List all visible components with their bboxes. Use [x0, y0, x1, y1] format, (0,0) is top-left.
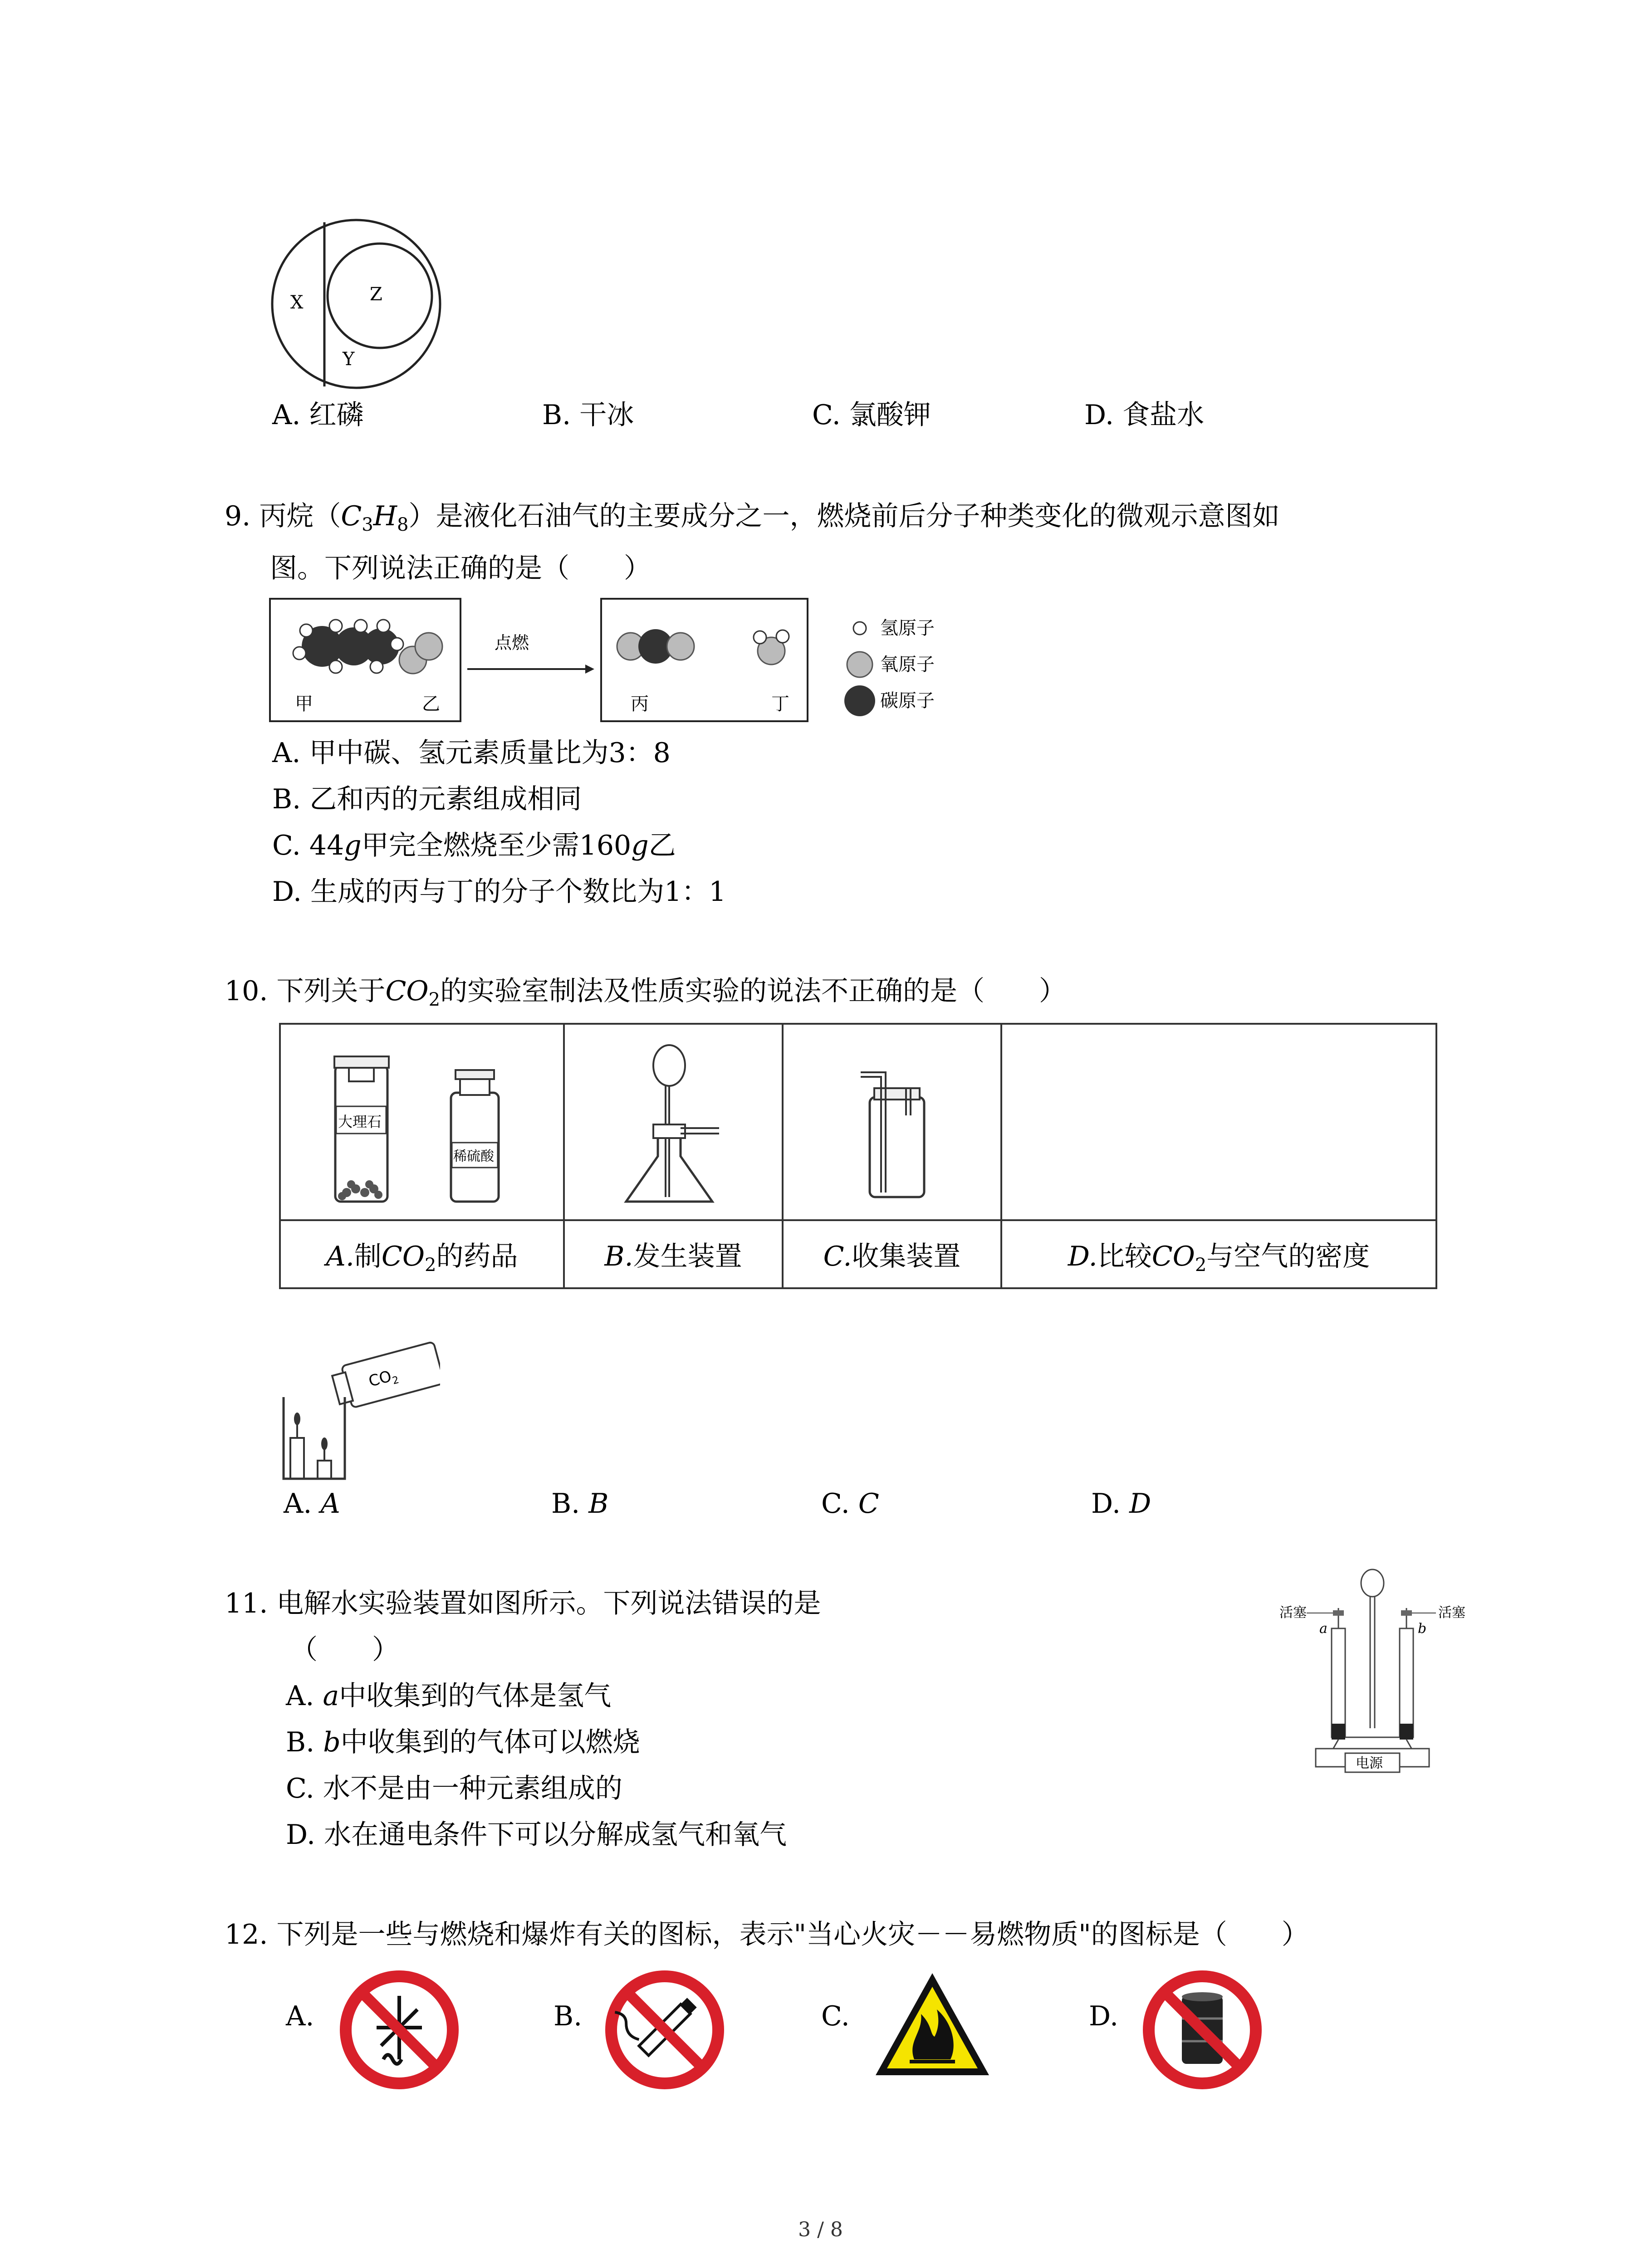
q12-option-b[interactable]: B. [554, 2000, 583, 2032]
q10-table [279, 1023, 1437, 1289]
no-smoking-icon[interactable] [603, 1969, 726, 2091]
q8-option-b[interactable]: B. 干冰 [542, 399, 634, 431]
valve-left-label: 活塞 [1279, 1605, 1307, 1621]
candle-beaker-figure [277, 1334, 440, 1488]
q12-option-c[interactable]: C. [821, 2000, 850, 2032]
collection-apparatus-figure [784, 1025, 1000, 1217]
label-sulfuric: 稀硫酸 [453, 1149, 494, 1164]
q8-option-c[interactable]: C. 氯酸钾 [812, 399, 931, 431]
no-fireworks-icon[interactable] [338, 1969, 460, 2091]
legend-c: 碳原子 [880, 690, 935, 711]
cell-drugs [280, 1024, 564, 1220]
caption-a: A.制$CO_2$的药品 [280, 1220, 564, 1288]
set-relation-diagram [265, 218, 447, 390]
cell-collector [783, 1024, 1001, 1220]
q12-stem: 12. 下列是一些与燃烧和爆炸有关的图标，表示"当心火灾－－易燃物质"的图标是（ ） [225, 1919, 1309, 1950]
label-bing: 丙 [631, 694, 649, 714]
q11-option-c[interactable]: C. 水不是由一种元素组成的 [286, 1773, 622, 1804]
caption-c: C.收集装置 [783, 1220, 1001, 1288]
q9-option-a[interactable]: A. 甲中碳、氢元素质量比为3：8 [272, 737, 671, 769]
q11-option-d[interactable]: D. 水在通电条件下可以分解成氢气和氧气 [286, 1819, 787, 1851]
label-marble: 大理石 [338, 1113, 382, 1130]
label-jia: 甲 [295, 694, 313, 714]
tube-a-label: a [1319, 1621, 1327, 1637]
q10-option-d[interactable]: D. D [1091, 1488, 1151, 1520]
q12-option-a[interactable]: A. [286, 2000, 314, 2032]
q11-option-b[interactable]: B. b中收集到的气体可以燃烧 [286, 1726, 640, 1758]
label-ding: 丁 [771, 694, 789, 714]
valve-right-label: 活塞 [1438, 1605, 1465, 1621]
q10-option-b[interactable]: B. B [551, 1488, 609, 1520]
q11-stem: 11. 电解水实验装置如图所示。下列说法错误的是 [225, 1588, 821, 1619]
no-fuel-barrel-icon[interactable] [1141, 1969, 1264, 2091]
co2-bottle-label: $CO_2$ [367, 1367, 401, 1391]
q10-stem: 10. 下列关于$CO_2$的实验室制法及性质实验的说法不正确的是（ ） [225, 975, 1067, 1010]
q9-option-c[interactable]: C. 44g甲完全燃烧至少需160g乙 [272, 830, 676, 861]
q10-option-a[interactable]: A. A [284, 1488, 340, 1520]
reagent-bottles-figure [281, 1025, 563, 1217]
cell-generator [564, 1024, 783, 1220]
legend-o: 氧原子 [880, 654, 935, 675]
q10-option-c[interactable]: C. C [821, 1488, 879, 1520]
q11-stem-line2: （ ） [290, 1634, 399, 1666]
q9-stem-line2: 图。下列说法正确的是（ ） [270, 552, 651, 584]
legend-h: 氢原子 [880, 618, 935, 639]
electrolysis-apparatus-figure [1279, 1565, 1470, 1778]
caption-d: D.比较$CO_2$与空气的密度 [1001, 1220, 1436, 1288]
generator-apparatus-figure [565, 1025, 782, 1217]
cell-density-empty [1001, 1024, 1436, 1220]
q9-option-d[interactable]: D. 生成的丙与丁的分子个数比为1：1 [272, 876, 726, 908]
label-x: X [290, 292, 304, 313]
caption-b: B.发生装置 [564, 1220, 783, 1288]
q12-option-d[interactable]: D. [1089, 2000, 1119, 2032]
q9-stem: 9. 丙烷$(C_3H_8)$是液化石油气的主要成分之一，燃烧前后分子种类变化的微观示意图如 [225, 500, 1280, 535]
arrow-label: 点燃 [495, 633, 529, 653]
power-label: 电源 [1356, 1755, 1383, 1771]
combustion-micro-diagram [268, 596, 994, 733]
label-y: Y [343, 349, 355, 370]
q8-option-d[interactable]: D. 食盐水 [1084, 399, 1205, 431]
label-yi: 乙 [422, 694, 440, 714]
q11-option-a[interactable]: A. a中收集到的气体是氢气 [286, 1680, 612, 1712]
tube-b-label: b [1418, 1621, 1427, 1637]
page-number: 3 / 8 [798, 2218, 843, 2241]
q8-option-a[interactable]: A. 红磷 [272, 399, 364, 431]
flammable-warning-icon[interactable] [871, 1969, 994, 2082]
q9-option-b[interactable]: B. 乙和丙的元素组成相同 [272, 783, 582, 815]
label-z: Z [370, 284, 382, 305]
